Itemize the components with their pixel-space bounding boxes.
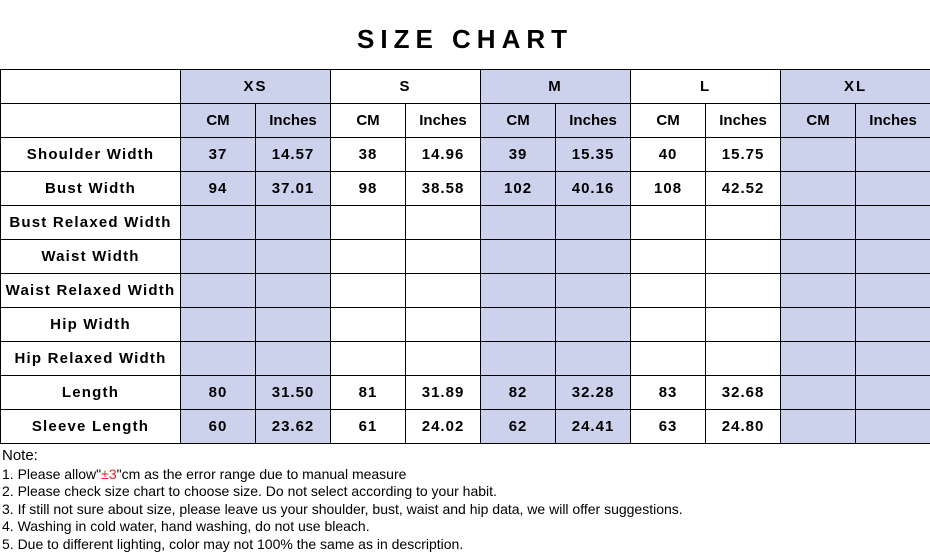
unit-header-xl-cm: CM bbox=[781, 104, 856, 138]
cell-hip-width-xl-cm bbox=[781, 308, 856, 342]
cell-waist-relaxed-width-m-inches bbox=[556, 274, 631, 308]
cell-hip-relaxed-width-l-cm bbox=[631, 342, 706, 376]
unit-header-l-inches: Inches bbox=[706, 104, 781, 138]
cell-bust-width-s-inches: 38.58 bbox=[406, 172, 481, 206]
unit-header-xs-cm: CM bbox=[181, 104, 256, 138]
row-label-waist-relaxed-width: Waist Relaxed Width bbox=[1, 274, 181, 308]
table-row bbox=[1, 342, 930, 376]
row-label-hip-width: Hip Width bbox=[1, 308, 181, 342]
cell-hip-width-s-inches bbox=[406, 308, 481, 342]
cell-shoulder-width-xs-cm: 37 bbox=[181, 138, 256, 172]
cell-hip-width-l-inches bbox=[706, 308, 781, 342]
cell-hip-relaxed-width-xs-cm bbox=[181, 342, 256, 376]
cell-bust-relaxed-width-m-inches bbox=[556, 206, 631, 240]
row-label-bust-width: Bust Width bbox=[1, 172, 181, 206]
cell-hip-width-m-cm bbox=[481, 308, 556, 342]
unit-header-l-cm: CM bbox=[631, 104, 706, 138]
note-item-1 bbox=[2, 466, 930, 484]
cell-bust-relaxed-width-l-inches bbox=[706, 206, 781, 240]
cell-hip-relaxed-width-s-inches bbox=[406, 342, 481, 376]
unit-header-s-inches: Inches bbox=[406, 104, 481, 138]
cell-sleeve-length-m-inches: 24.41 bbox=[556, 410, 631, 444]
cell-bust-width-xs-cm: 94 bbox=[181, 172, 256, 206]
cell-sleeve-length-m-cm: 62 bbox=[481, 410, 556, 444]
cell-length-m-inches: 32.28 bbox=[556, 376, 631, 410]
cell-length-xl-inches bbox=[856, 376, 930, 410]
row-label-sleeve-length: Sleeve Length bbox=[1, 410, 181, 444]
cell-bust-width-m-cm: 102 bbox=[481, 172, 556, 206]
note-item-3: 3. If still not sure about size, please leave us your shoulder, bust, waist and hip data, we will offer suggestions. bbox=[2, 500, 683, 517]
cell-length-m-cm: 82 bbox=[481, 376, 556, 410]
cell-length-xl-cm bbox=[781, 376, 856, 410]
cell-sleeve-length-xs-cm: 60 bbox=[181, 410, 256, 444]
size-header-l: L bbox=[631, 70, 781, 104]
cell-hip-width-xl-inches bbox=[856, 308, 930, 342]
cell-bust-relaxed-width-l-cm bbox=[631, 206, 706, 240]
cell-bust-width-xl-inches bbox=[856, 172, 930, 206]
cell-hip-relaxed-width-m-cm bbox=[481, 342, 556, 376]
row-label-bust-relaxed-width: Bust Relaxed Width bbox=[1, 206, 181, 240]
unit-header-m-inches: Inches bbox=[556, 104, 631, 138]
note-1-tolerance: ±3 bbox=[101, 465, 117, 482]
cell-sleeve-length-xl-cm bbox=[781, 410, 856, 444]
cell-waist-relaxed-width-l-cm bbox=[631, 274, 706, 308]
cell-length-l-cm: 83 bbox=[631, 376, 706, 410]
table-row bbox=[1, 172, 930, 206]
cell-shoulder-width-l-inches: 15.75 bbox=[706, 138, 781, 172]
cell-bust-relaxed-width-xs-inches bbox=[256, 206, 331, 240]
table-header-units bbox=[1, 104, 930, 138]
table-row bbox=[1, 138, 930, 172]
cell-length-xs-inches: 31.50 bbox=[256, 376, 331, 410]
cell-hip-width-l-cm bbox=[631, 308, 706, 342]
cell-hip-width-s-cm bbox=[331, 308, 406, 342]
cell-length-s-inches: 31.89 bbox=[406, 376, 481, 410]
cell-waist-width-xs-inches bbox=[256, 240, 331, 274]
cell-waist-width-xl-cm bbox=[781, 240, 856, 274]
cell-sleeve-length-xl-inches bbox=[856, 410, 930, 444]
cell-waist-width-l-inches bbox=[706, 240, 781, 274]
cell-hip-relaxed-width-s-cm bbox=[331, 342, 406, 376]
cell-bust-relaxed-width-xs-cm bbox=[181, 206, 256, 240]
cell-bust-width-l-inches: 42.52 bbox=[706, 172, 781, 206]
cell-length-s-cm: 81 bbox=[331, 376, 406, 410]
cell-bust-width-xs-inches: 37.01 bbox=[256, 172, 331, 206]
cell-shoulder-width-m-inches: 15.35 bbox=[556, 138, 631, 172]
cell-hip-width-xs-inches bbox=[256, 308, 331, 342]
cell-waist-relaxed-width-s-inches bbox=[406, 274, 481, 308]
cell-shoulder-width-xl-cm bbox=[781, 138, 856, 172]
note-1-suffix: "cm as the error range due to manual measure bbox=[116, 465, 407, 482]
cell-sleeve-length-s-inches: 24.02 bbox=[406, 410, 481, 444]
table-row bbox=[1, 240, 930, 274]
cell-sleeve-length-s-cm: 61 bbox=[331, 410, 406, 444]
table-row bbox=[1, 308, 930, 342]
cell-waist-width-s-cm bbox=[331, 240, 406, 274]
cell-bust-relaxed-width-xl-inches bbox=[856, 206, 930, 240]
cell-hip-relaxed-width-xs-inches bbox=[256, 342, 331, 376]
unit-header-s-cm: CM bbox=[331, 104, 406, 138]
size-header-s: S bbox=[331, 70, 481, 104]
cell-waist-relaxed-width-xs-inches bbox=[256, 274, 331, 308]
cell-bust-width-m-inches: 40.16 bbox=[556, 172, 631, 206]
cell-hip-width-xs-cm bbox=[181, 308, 256, 342]
row-label-shoulder-width: Shoulder Width bbox=[1, 138, 181, 172]
cell-hip-relaxed-width-l-inches bbox=[706, 342, 781, 376]
cell-sleeve-length-l-inches: 24.80 bbox=[706, 410, 781, 444]
cell-hip-width-m-inches bbox=[556, 308, 631, 342]
table-row bbox=[1, 274, 930, 308]
table-header-sizes bbox=[1, 70, 930, 104]
table-row bbox=[1, 206, 930, 240]
row-label-waist-width: Waist Width bbox=[1, 240, 181, 274]
cell-hip-relaxed-width-xl-cm bbox=[781, 342, 856, 376]
size-header-xl: XL bbox=[781, 70, 930, 104]
cell-waist-width-xs-cm bbox=[181, 240, 256, 274]
cell-bust-relaxed-width-m-cm bbox=[481, 206, 556, 240]
cell-waist-relaxed-width-s-cm bbox=[331, 274, 406, 308]
table-corner-cell bbox=[1, 70, 181, 104]
row-label-hip-relaxed-width: Hip Relaxed Width bbox=[1, 342, 181, 376]
cell-waist-relaxed-width-xl-cm bbox=[781, 274, 856, 308]
note-item-4: 4. Washing in cold water, hand washing, do not use bleach. bbox=[2, 518, 370, 534]
size-header-xs: XS bbox=[181, 70, 331, 104]
table-corner-cell-2 bbox=[1, 104, 181, 138]
cell-waist-relaxed-width-xl-inches bbox=[856, 274, 930, 308]
cell-waist-width-xl-inches bbox=[856, 240, 930, 274]
row-label-length: Length bbox=[1, 376, 181, 410]
cell-waist-width-m-inches bbox=[556, 240, 631, 274]
cell-waist-relaxed-width-xs-cm bbox=[181, 274, 256, 308]
note-1-prefix: 1. Please allow" bbox=[2, 465, 102, 482]
cell-length-l-inches: 32.68 bbox=[706, 376, 781, 410]
cell-waist-relaxed-width-m-cm bbox=[481, 274, 556, 308]
cell-bust-relaxed-width-s-inches bbox=[406, 206, 481, 240]
page-title: SIZE CHART bbox=[357, 24, 573, 54]
cell-shoulder-width-xs-inches: 14.57 bbox=[256, 138, 331, 172]
note-item-2: 2. Please check size chart to choose size. Do not select according to your habit. bbox=[2, 483, 497, 499]
cell-sleeve-length-xs-inches: 23.62 bbox=[256, 410, 331, 444]
cell-hip-relaxed-width-xl-inches bbox=[856, 342, 930, 376]
cell-shoulder-width-s-inches: 14.96 bbox=[406, 138, 481, 172]
note-item-5: 5. Due to different lighting, color may not 100% the same as in description. bbox=[2, 535, 464, 552]
cell-sleeve-length-l-cm: 63 bbox=[631, 410, 706, 444]
size-header-m: M bbox=[481, 70, 631, 104]
unit-header-xl-inches: Inches bbox=[856, 104, 930, 138]
table-row bbox=[1, 410, 930, 444]
notes-section bbox=[0, 444, 930, 553]
table-row bbox=[1, 376, 930, 410]
notes-heading: Note: bbox=[2, 447, 38, 464]
cell-length-xs-cm: 80 bbox=[181, 376, 256, 410]
cell-shoulder-width-xl-inches bbox=[856, 138, 930, 172]
cell-shoulder-width-m-cm: 39 bbox=[481, 138, 556, 172]
cell-waist-width-m-cm bbox=[481, 240, 556, 274]
unit-header-m-cm: CM bbox=[481, 104, 556, 138]
cell-bust-width-xl-cm bbox=[781, 172, 856, 206]
cell-bust-relaxed-width-s-cm bbox=[331, 206, 406, 240]
cell-waist-width-l-cm bbox=[631, 240, 706, 274]
cell-hip-relaxed-width-m-inches bbox=[556, 342, 631, 376]
cell-waist-width-s-inches bbox=[406, 240, 481, 274]
size-chart-table bbox=[0, 69, 930, 444]
cell-shoulder-width-s-cm: 38 bbox=[331, 138, 406, 172]
cell-bust-width-s-cm: 98 bbox=[331, 172, 406, 206]
cell-shoulder-width-l-cm: 40 bbox=[631, 138, 706, 172]
cell-bust-width-l-cm: 108 bbox=[631, 172, 706, 206]
cell-bust-relaxed-width-xl-cm bbox=[781, 206, 856, 240]
cell-waist-relaxed-width-l-inches bbox=[706, 274, 781, 308]
unit-header-xs-inches: Inches bbox=[256, 104, 331, 138]
